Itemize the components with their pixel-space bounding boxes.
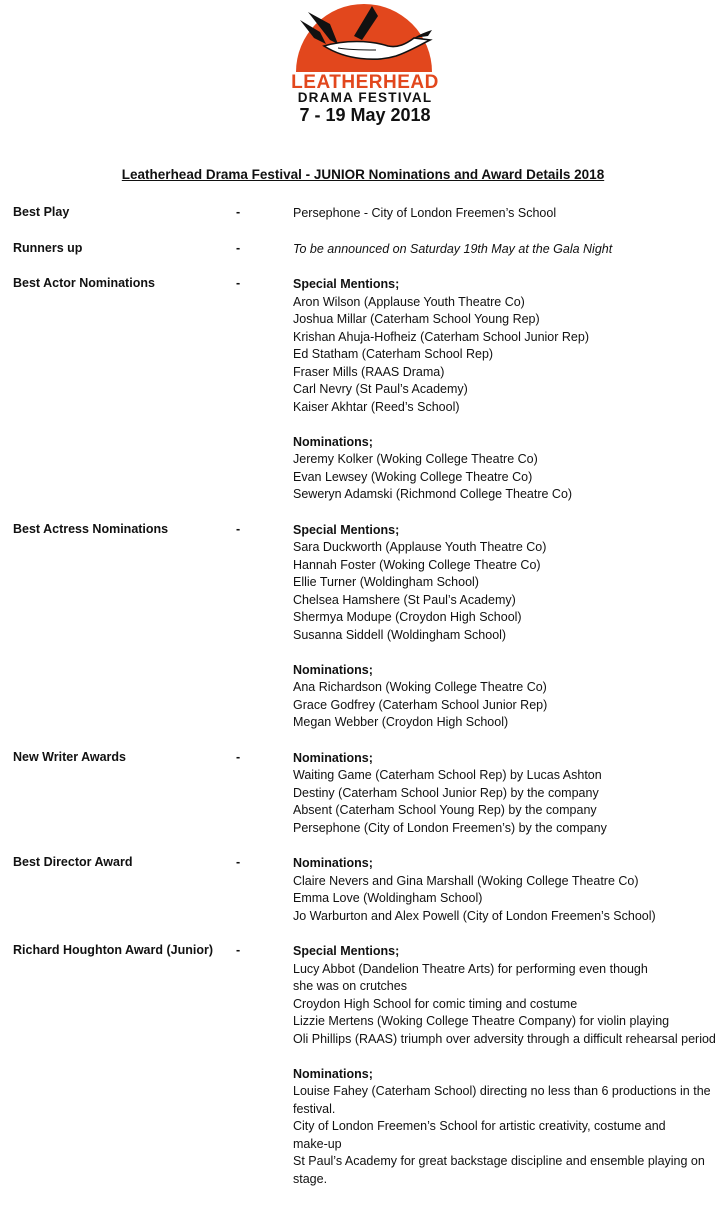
logo-subtitle: DRAMA FESTIVAL [297,90,433,105]
award-label: New Writer Awards [13,749,127,764]
award-content [293,750,726,838]
nominee-line: Hannah Foster (Woking College Theatre Co) [293,557,541,572]
nominee-line: Kaiser Akhtar (Reed’s School) [293,399,460,414]
nominee-line: Susanna Siddell (Woldingham School) [293,627,507,642]
nominee-line: Shermya Modupe (Croydon High School) [293,610,522,624]
award-content [293,276,726,504]
nominee-line: Claire Nevers and Gina Marshall (Woking College Theatre Co) [293,873,639,888]
award-label: Best Actress Nominations [13,521,169,536]
nominee-line: Destiny (Caterham School Junior Rep) by the company [293,785,599,800]
separator-dash: - [236,205,241,219]
nominee-line: Lucy Abbot (Dandelion Theatre Arts) for performing even though [293,961,648,976]
nominee-line: Carl Nevry (St Paul’s Academy) [293,382,468,396]
nominee-line: To be announced on Saturday 19th May at the Gala Night [293,241,613,256]
nominee-line: stage. [293,1171,328,1186]
nominee-line: make-up [293,1136,342,1151]
award-sections [0,205,726,1206]
nominee-group [293,205,726,223]
nominee-line: Chelsea Hamshere (St Paul’s Academy) [293,592,516,607]
group-heading: Nominations; [293,750,373,765]
award-section [0,205,726,223]
nominee-group [293,241,726,259]
nominee-group [293,522,726,645]
group-heading: Special Mentions; [293,277,400,291]
group-heading: Nominations; [293,434,373,449]
award-section [0,855,726,925]
award-content [293,241,726,259]
nominee-group [293,276,726,416]
separator-dash: - [236,943,241,957]
nominee-group [293,1066,726,1189]
nominee-line: Ed Statham (Caterham School Rep) [293,347,494,361]
nominee-line: Absent (Caterham School Young Rep) by the company [293,803,597,817]
nominee-line: Aron Wilson (Applause Youth Theatre Co) [293,294,525,309]
nominee-line: Lizzie Mertens (Woking College Theatre Company) for violin playing [293,1014,670,1028]
award-section [0,241,726,259]
nominee-line: Waiting Game (Caterham School Rep) by Lucas Ashton [293,768,602,782]
nominee-line: Croydon High School for comic timing and costume [293,996,578,1011]
nominee-group [293,662,726,732]
nominee-line: City of London Freemen’s School for artistic creativity, costume and [293,1119,666,1133]
nominee-line: Grace Godfrey (Caterham School Junior Rep) [293,697,548,712]
nominee-line: Sara Duckworth (Applause Youth Theatre Co) [293,540,547,554]
group-heading: Nominations; [293,1066,373,1081]
document-title: Leatherhead Drama Festival - JUNIOR Nominations and Award Details 2018 [121,167,605,182]
nominee-line: Louise Fahey (Caterham School) directing no less than 6 productions in the [293,1084,711,1098]
award-content [293,943,726,1188]
nominee-line: Persephone - City of London Freemen’s School [293,206,557,220]
nominee-line: Persephone (City of London Freemen’s) by the company [293,820,607,835]
award-label: Runners up [13,240,83,255]
nominee-line: Jo Warburton and Alex Powell (City of London Freemen’s School) [293,908,656,923]
group-heading: Nominations; [293,856,373,870]
nominee-line: festival. [293,1101,336,1116]
award-content [293,205,726,223]
nominee-line: she was on crutches [293,979,407,993]
group-heading: Nominations; [293,662,373,677]
group-heading: Special Mentions; [293,522,400,537]
award-section [0,943,726,1188]
festival-dates: 7 - 19 May 2018 [299,105,431,125]
group-heading: Special Mentions; [293,944,400,958]
nominee-line: Seweryn Adamski (Richmond College Theatre Co) [293,487,573,501]
nominee-line: Oli Phillips (RAAS) triumph over adversity through a difficult rehearsal period [293,1031,716,1046]
separator-dash: - [236,521,241,536]
nominee-line: Ana Richardson (Woking College Theatre Co) [293,680,547,694]
award-label: Richard Houghton Award (Junior) [13,943,213,957]
separator-dash: - [236,749,241,764]
award-content [293,522,726,732]
nominee-line: Megan Webber (Croydon High School) [293,715,509,729]
award-section [0,276,726,504]
separator-dash: - [236,855,241,869]
nominee-line: Krishan Ahuja-Hofheiz (Caterham School Junior Rep) [293,329,589,344]
nominee-line: Ellie Turner (Woldingham School) [293,575,479,589]
nominee-line: Fraser Mills (RAAS Drama) [293,364,445,379]
nominee-line: Evan Lewsey (Woking College Theatre Co) [293,469,533,484]
nominee-group [293,943,726,1048]
separator-dash: - [236,240,241,255]
award-section [0,522,726,732]
nominee-group [293,750,726,838]
nominee-line: Joshua Millar (Caterham School Young Rep) [293,312,540,326]
award-label: Best Actor Nominations [13,276,155,290]
award-section [0,750,726,838]
award-label: Best Play [13,205,70,219]
award-label: Best Director Award [13,855,133,869]
nominee-line: Emma Love (Woldingham School) [293,891,483,905]
nominee-group [293,855,726,925]
nominee-group [293,434,726,504]
logo-title: LEATHERHEAD [291,72,439,93]
nominee-line: St Paul’s Academy for great backstage discipline and ensemble playing on [293,1154,705,1168]
award-content [293,855,726,925]
separator-dash: - [236,276,241,290]
nominee-line: Jeremy Kolker (Woking College Theatre Co) [293,452,538,466]
